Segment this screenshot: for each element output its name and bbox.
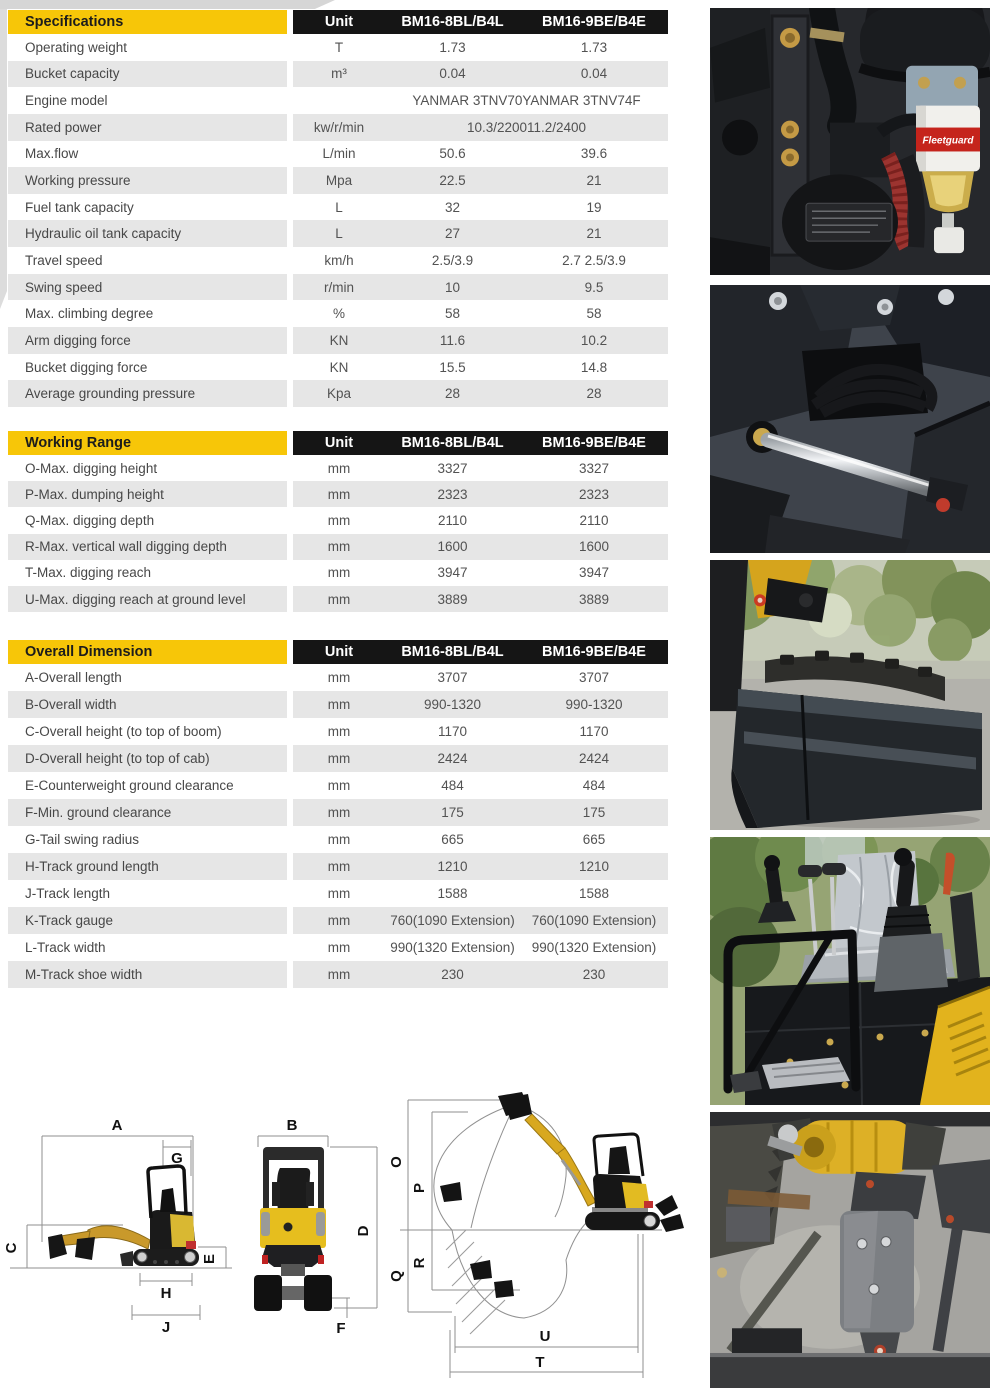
dim-label-e: E xyxy=(201,1253,218,1265)
row-label: O-Max. digging height xyxy=(25,460,158,476)
row-values xyxy=(293,853,668,880)
photo-undercarriage-roller xyxy=(710,1112,990,1388)
row-value-model1: 1.73 xyxy=(439,39,466,55)
table-header xyxy=(8,640,668,664)
column-header-model1: BM16-8BL/B4L xyxy=(401,14,504,30)
table-row xyxy=(8,141,668,168)
photo-operator-station xyxy=(710,837,990,1105)
row-unit: Kpa xyxy=(326,386,352,402)
row-values xyxy=(293,34,668,61)
row-value-model1: 1170 xyxy=(437,724,468,739)
row-unit: mm xyxy=(327,859,351,874)
column-header-unit: Unit xyxy=(324,14,354,30)
photo-engine-compartment xyxy=(710,8,990,275)
row-value-model2: 665 xyxy=(582,832,606,847)
row-unit: Mpa xyxy=(325,173,353,189)
bucket-positions xyxy=(440,1092,530,1298)
table-title-specifications: Specifications xyxy=(8,10,287,34)
row-values xyxy=(293,745,668,772)
row-unit: KN xyxy=(329,332,349,348)
row-value-model2: 990-1320 xyxy=(565,697,623,712)
row-value-model2: 21 xyxy=(586,226,602,242)
row-unit: r/min xyxy=(324,279,354,295)
table-row xyxy=(8,455,668,481)
row-label: B-Overall width xyxy=(8,691,287,718)
excavator-front-art xyxy=(254,1147,332,1311)
row-value-model1: 3327 xyxy=(437,460,468,476)
row-label: T-Max. digging reach xyxy=(25,565,152,581)
row-unit: L/min xyxy=(322,146,356,162)
row-unit: % xyxy=(332,306,345,322)
row-unit: mm xyxy=(327,805,351,820)
front-view-diagram xyxy=(254,1117,377,1337)
row-values xyxy=(293,586,668,612)
row-label: K-Track gauge xyxy=(8,907,287,934)
row-unit: mm xyxy=(327,565,351,581)
column-header-model1: BM16-8BL/B4L xyxy=(401,435,504,451)
row-value-model2: 21 xyxy=(586,173,602,189)
row-label: Travel speed xyxy=(25,252,103,268)
row-unit: KN xyxy=(329,359,349,375)
row-label: Working pressure xyxy=(8,167,287,194)
row-label: J-Track length xyxy=(25,886,111,901)
dim-label-c: C xyxy=(3,1242,20,1254)
photo-dozer-blade xyxy=(710,560,990,830)
row-unit: mm xyxy=(327,670,351,685)
dim-label-g: G xyxy=(171,1150,183,1167)
row-value-model2: 3707 xyxy=(578,670,610,685)
table-row xyxy=(8,61,668,88)
column-header-model1: BM16-8BL/B4L xyxy=(401,644,504,660)
table-row xyxy=(8,380,668,407)
table-row xyxy=(8,220,668,247)
row-values xyxy=(293,560,668,586)
row-value-merged: YANMAR 3TNV70YANMAR 3TNV74F xyxy=(412,93,641,109)
row-value-model2: 3327 xyxy=(578,460,610,476)
dim-label-j: J xyxy=(161,1319,171,1336)
table-row xyxy=(8,114,668,141)
row-label: Fuel tank capacity xyxy=(25,199,134,215)
table-row xyxy=(8,826,668,853)
table-title-working-range: Working Range xyxy=(8,431,287,455)
table-row xyxy=(8,327,668,354)
row-value-model1: 3707 xyxy=(437,670,468,685)
row-unit: L xyxy=(335,226,343,242)
row-value-model2: 2110 xyxy=(579,512,609,528)
table-row xyxy=(8,354,668,381)
row-value-model1: 1600 xyxy=(437,539,468,555)
row-unit: mm xyxy=(327,539,351,555)
row-value-model2: 3947 xyxy=(578,565,610,581)
table-row xyxy=(8,718,668,745)
row-unit: L xyxy=(335,199,343,215)
table-row xyxy=(8,934,668,961)
row-value-model2: 28 xyxy=(586,386,602,402)
row-value-model1: 665 xyxy=(441,832,464,847)
row-unit: mm xyxy=(327,486,351,502)
row-label: D-Overall height (to top of cab) xyxy=(8,745,287,772)
row-values xyxy=(293,481,668,507)
row-value-model2: 990(1320 Extension) xyxy=(531,940,657,955)
row-label: G-Tail swing radius xyxy=(25,832,140,847)
table-row xyxy=(8,247,668,274)
row-value-model1: 28 xyxy=(444,386,461,402)
row-unit: mm xyxy=(327,886,351,901)
row-value-model1: 484 xyxy=(441,778,464,793)
row-value-model1: 1588 xyxy=(437,886,468,901)
table-row xyxy=(8,586,668,612)
row-label: Arm digging force xyxy=(8,327,287,354)
row-values xyxy=(293,167,668,194)
row-value-model1: 10 xyxy=(444,279,461,295)
row-value-model1: 22.5 xyxy=(439,173,466,189)
row-values xyxy=(293,220,668,247)
row-value-model1: 58 xyxy=(444,306,461,322)
row-value-model2: 2323 xyxy=(578,486,610,502)
row-value-model2: 175 xyxy=(582,805,606,820)
row-value-model2: 3889 xyxy=(578,591,610,607)
row-label: E-Counterweight ground clearance xyxy=(25,778,234,793)
row-value-model1: 27 xyxy=(444,226,461,242)
row-value-model1: 15.5 xyxy=(439,359,466,375)
column-header-unit: Unit xyxy=(324,644,354,660)
table-row xyxy=(8,691,668,718)
working-range-diagram xyxy=(388,1092,684,1378)
page-decoration-left xyxy=(0,9,7,309)
dim-label-u: U xyxy=(539,1328,551,1345)
row-values xyxy=(293,826,668,853)
table-body xyxy=(8,664,668,988)
row-values xyxy=(293,507,668,533)
row-value-model2: 1.73 xyxy=(580,39,608,55)
row-label: F-Min. ground clearance xyxy=(8,799,287,826)
row-unit: mm xyxy=(327,591,351,607)
row-value-model1: 760(1090 Extension) xyxy=(390,913,515,928)
row-unit: mm xyxy=(327,913,351,928)
row-value-model1: 990(1320 Extension) xyxy=(390,940,515,955)
table-row xyxy=(8,274,668,301)
row-unit: T xyxy=(334,39,344,55)
table-row xyxy=(8,534,668,560)
row-value-model2: 2424 xyxy=(578,751,610,766)
dim-label-f: F xyxy=(336,1320,346,1337)
row-value-model1: 3947 xyxy=(437,565,468,581)
row-unit: mm xyxy=(327,778,351,793)
table-row xyxy=(8,799,668,826)
row-unit: mm xyxy=(327,832,351,847)
row-label: C-Overall height (to top of boom) xyxy=(25,724,222,739)
page-decoration-top xyxy=(0,0,335,9)
table-column-headers xyxy=(293,431,668,455)
row-label: Hydraulic oil tank capacity xyxy=(8,220,287,247)
row-values xyxy=(293,380,668,407)
row-value-model2: 1170 xyxy=(579,724,609,739)
row-value-model2: 19 xyxy=(586,199,602,215)
column-header-model2: BM16-9BE/B4E xyxy=(542,14,646,30)
dim-label-h: H xyxy=(160,1285,172,1302)
row-unit: mm xyxy=(327,940,351,955)
dim-label-r: R xyxy=(411,1257,428,1269)
row-values xyxy=(293,718,668,745)
table-row xyxy=(8,507,668,533)
column-header-model2: BM16-9BE/B4E xyxy=(542,435,646,451)
table-column-headers xyxy=(293,640,668,664)
row-values xyxy=(293,300,668,327)
column-header-model2: BM16-9BE/B4E xyxy=(542,644,646,660)
row-unit: mm xyxy=(327,512,351,528)
row-value-model1: 230 xyxy=(441,967,464,982)
table-row xyxy=(8,194,668,221)
row-label: Bucket capacity xyxy=(8,61,287,88)
row-unit: mm xyxy=(327,460,351,476)
row-label: P-Max. dumping height xyxy=(8,481,287,507)
table-column-headers xyxy=(293,10,668,34)
row-values xyxy=(293,691,668,718)
row-values xyxy=(293,87,668,114)
row-unit: mm xyxy=(327,724,351,739)
row-label: L-Track width xyxy=(25,940,106,955)
row-unit: km/h xyxy=(324,252,354,268)
row-values xyxy=(293,61,668,88)
row-label: Swing speed xyxy=(8,274,287,301)
photo-boom-swing-cylinder xyxy=(710,285,990,553)
table-row xyxy=(8,34,668,61)
row-values xyxy=(293,114,668,141)
table-row xyxy=(8,481,668,507)
row-values xyxy=(293,247,668,274)
row-label: Max. climbing degree xyxy=(25,306,154,322)
table-row xyxy=(8,560,668,586)
row-values xyxy=(293,327,668,354)
row-values xyxy=(293,194,668,221)
row-values xyxy=(293,664,668,691)
row-value-model2: 1588 xyxy=(578,886,610,901)
row-value-model2: 0.04 xyxy=(580,66,608,82)
row-value-model2: 2.7 2.5/3.9 xyxy=(562,252,626,268)
row-label: R-Max. vertical wall digging depth xyxy=(8,534,287,560)
row-value-model1: 175 xyxy=(441,805,464,820)
row-label: A-Overall length xyxy=(25,670,122,685)
row-value-model2: 484 xyxy=(582,778,606,793)
column-header-unit: Unit xyxy=(324,435,354,451)
side-view-diagram xyxy=(3,1117,232,1336)
excavator-side-art xyxy=(48,1166,199,1266)
working-range-table xyxy=(8,431,668,612)
row-value-model1: 2110 xyxy=(437,512,468,528)
row-label: Engine model xyxy=(25,93,108,109)
row-label: H-Track ground length xyxy=(8,853,287,880)
row-value-model1: 990-1320 xyxy=(423,697,482,712)
row-value-model1: 50.6 xyxy=(439,146,466,162)
row-value-model1: 3889 xyxy=(437,591,468,607)
row-values xyxy=(293,799,668,826)
filter-brand-label: Fleetguard xyxy=(922,135,974,147)
row-value-model1: 11.6 xyxy=(439,332,466,348)
row-label: Average grounding pressure xyxy=(8,380,287,407)
row-label: U-Max. digging reach at ground level xyxy=(8,586,287,612)
table-row xyxy=(8,880,668,907)
row-value-model2: 1210 xyxy=(578,859,610,874)
table-row xyxy=(8,772,668,799)
dimension-diagrams xyxy=(0,1090,700,1388)
row-values xyxy=(293,772,668,799)
row-value-model2: 1600 xyxy=(578,539,610,555)
row-label: Rated power xyxy=(8,114,287,141)
table-row xyxy=(8,907,668,934)
row-value-model2: 9.5 xyxy=(584,279,604,295)
row-values xyxy=(293,274,668,301)
row-values xyxy=(293,455,668,481)
dim-label-o: O xyxy=(388,1156,405,1168)
row-unit: m³ xyxy=(331,66,347,82)
row-value-model2: 230 xyxy=(582,967,606,982)
dim-label-p: P xyxy=(411,1182,428,1194)
row-value-model2: 760(1090 Extension) xyxy=(531,913,657,928)
dim-label-t: T xyxy=(535,1354,545,1371)
row-value-model1: 1210 xyxy=(437,859,468,874)
row-value-model1: 0.04 xyxy=(439,66,466,82)
dim-label-d: D xyxy=(355,1225,372,1237)
row-value-model2: 14.8 xyxy=(580,359,608,375)
table-title-overall-dimension: Overall Dimension xyxy=(8,640,287,664)
row-value-model1: 2.5/3.9 xyxy=(431,252,474,268)
row-unit: mm xyxy=(327,751,351,766)
dim-label-b: B xyxy=(286,1117,298,1134)
dim-label-a: A xyxy=(111,1117,123,1134)
row-label: Max.flow xyxy=(25,146,79,162)
table-header xyxy=(8,431,668,455)
specifications-table xyxy=(8,10,668,407)
table-header xyxy=(8,10,668,34)
table-row xyxy=(8,87,668,114)
row-values xyxy=(293,961,668,988)
row-label: Q-Max. digging depth xyxy=(25,512,155,528)
row-unit: mm xyxy=(327,967,351,982)
table-row xyxy=(8,300,668,327)
row-value-model2: 10.2 xyxy=(580,332,608,348)
table-body xyxy=(8,34,668,407)
row-value-model1: 2323 xyxy=(437,486,468,502)
row-values xyxy=(293,934,668,961)
table-row xyxy=(8,167,668,194)
row-unit: mm xyxy=(327,697,351,712)
row-label: Operating weight xyxy=(25,39,128,55)
row-values xyxy=(293,907,668,934)
overall-dimension-table xyxy=(8,640,668,988)
dim-label-q: Q xyxy=(388,1270,405,1282)
row-values xyxy=(293,534,668,560)
excavator-range-art xyxy=(505,1094,684,1232)
row-values xyxy=(293,880,668,907)
row-value-merged: 10.3/220011.2/2400 xyxy=(466,119,587,135)
row-value-model2: 39.6 xyxy=(580,146,608,162)
table-row xyxy=(8,853,668,880)
row-value-model1: 32 xyxy=(444,199,461,215)
table-row xyxy=(8,664,668,691)
table-row xyxy=(8,745,668,772)
row-label: Bucket digging force xyxy=(25,359,148,375)
row-label: M-Track shoe width xyxy=(8,961,287,988)
row-values xyxy=(293,354,668,381)
row-values xyxy=(293,141,668,168)
row-value-model1: 2424 xyxy=(437,751,468,766)
table-body xyxy=(8,455,668,612)
table-row xyxy=(8,961,668,988)
row-unit: kw/r/min xyxy=(313,119,365,135)
row-value-model2: 58 xyxy=(586,306,602,322)
